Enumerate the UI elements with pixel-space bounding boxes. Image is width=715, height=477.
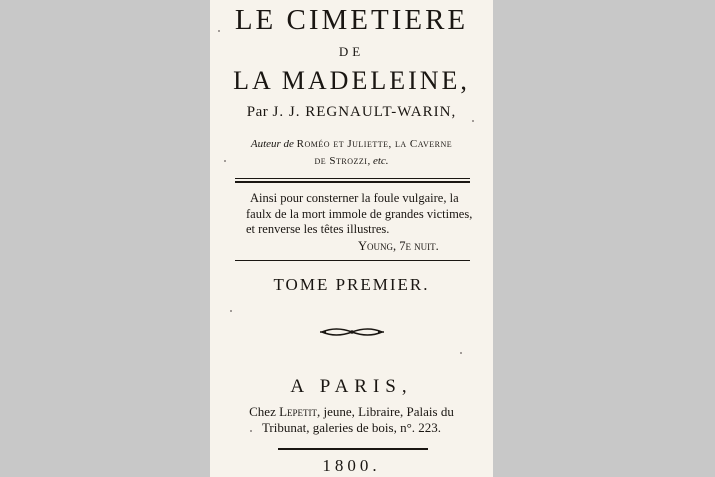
author-line bbox=[210, 104, 493, 121]
top-rule-thin bbox=[235, 178, 470, 179]
bottom-rule bbox=[278, 448, 428, 450]
credit-line-2 bbox=[210, 155, 493, 167]
publisher-chez: Chez bbox=[249, 404, 276, 419]
credit-prefix: Auteur de bbox=[250, 138, 294, 150]
author-name: J. J. REGNAULT-WARIN, bbox=[272, 104, 457, 120]
top-rule-thick bbox=[235, 181, 470, 183]
credit-work-strozzi: de Strozzi bbox=[314, 155, 368, 167]
volume-label: TOME PREMIER. bbox=[273, 275, 430, 294]
print-speck bbox=[460, 352, 462, 354]
ornament-flourish-icon bbox=[320, 324, 384, 340]
epigraph-rule bbox=[235, 260, 470, 261]
epigraph-line-2: faulx de la mort immole de grandes victimes, bbox=[246, 207, 473, 221]
title-page bbox=[210, 0, 493, 477]
title-line-1: LE CIMETIERE bbox=[234, 4, 469, 36]
credit-works: Roméo et Juliette, la Caverne bbox=[296, 138, 453, 150]
credit-line-1 bbox=[210, 138, 493, 150]
credit-etc: , etc. bbox=[367, 155, 389, 167]
epigraph-attribution: Young, 7e nuit. bbox=[358, 239, 439, 253]
publisher-line-1 bbox=[210, 404, 493, 420]
title-line-3: LA MADELEINE, bbox=[233, 66, 470, 95]
title-line-2: DE bbox=[338, 44, 365, 59]
publisher-name: Lepetit bbox=[279, 404, 318, 419]
author-prefix: Par bbox=[246, 104, 269, 120]
epigraph-line-3: et renverse les têtes illustres. bbox=[246, 222, 390, 236]
publisher-line-2: Tribunat, galeries de bois, n°. 223. bbox=[261, 420, 442, 435]
publisher-detail: , jeune, Libraire, Palais du bbox=[317, 404, 454, 419]
year: 1800. bbox=[322, 456, 381, 475]
print-speck bbox=[230, 310, 232, 312]
place: A PARIS, bbox=[290, 376, 413, 397]
epigraph-line-1: Ainsi pour consterner la foule vulgaire, la bbox=[250, 191, 459, 205]
